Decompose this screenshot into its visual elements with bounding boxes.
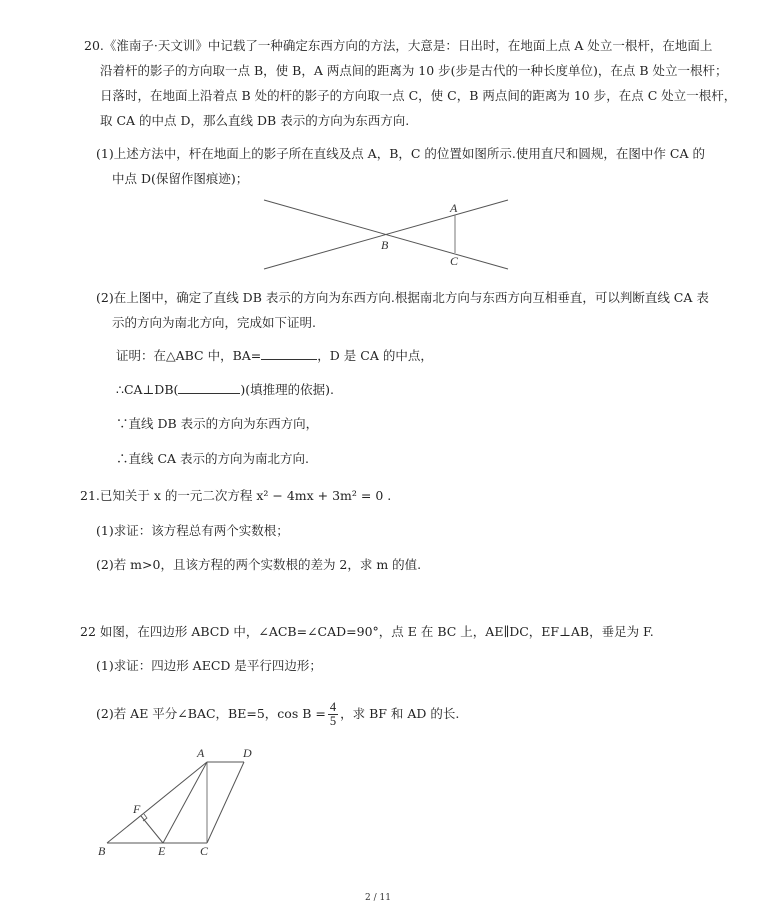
- figure-2-quadrilateral: [0, 740, 300, 870]
- blank-reason-input[interactable]: [178, 381, 240, 394]
- figure-1-shadow-lines: [0, 0, 775, 300]
- q20-part1-line-1: (1)上述方法中，杆在地面上的影子所在直线及点 A，B，C 的位置如图所示.使用直尺和圆规，在图中作 CA 的: [96, 146, 705, 161]
- label-b: B: [381, 238, 389, 252]
- q20-part1-line-2: 中点 D(保留作图痕迹)；: [112, 171, 249, 186]
- blank-ba-input[interactable]: [261, 347, 317, 360]
- q21-part2: (2)若 m>0，且该方程的两个实数根的差为 2，求 m 的值.: [96, 557, 422, 572]
- label-c: C: [200, 844, 209, 858]
- q22-part2: (2)若 AE 平分∠BAC，BE=5，cos B = $\frac{4}{5}$ ，求 BF 和 AD 的长.: [96, 700, 460, 728]
- fraction-four-fifths: $\frac{4}{5}$: [329, 700, 337, 728]
- segment-dc: [207, 762, 244, 843]
- q22-part1: (1)求证：四边形 AECD 是平行四边形；: [96, 658, 322, 673]
- q22-stem: 22 如图，在四边形 ABCD 中，∠ACB=∠CAD=90°，点 E 在 BC 上，AE∥DC，EF⊥AB，垂足为 F.: [80, 624, 654, 639]
- q21-stem: 21.已知关于 x 的一元二次方程 x² − 4mx + 3m² = 0 .: [80, 488, 392, 503]
- label-b: B: [98, 844, 106, 858]
- label-c: C: [450, 254, 459, 268]
- proof-line-4: ∴直线 CA 表示的方向为南北方向.: [116, 451, 310, 466]
- segment-ab: [107, 762, 207, 843]
- label-f: F: [133, 802, 141, 816]
- proof-line-1: 证明：在△ABC 中，BA= ，D 是 CA 的中点，: [116, 348, 433, 363]
- q20-stem-line-1: 20.《淮南子·天文训》中记载了一种确定东西方向的方法，大意是：日出时，在地面上点 A 处立一根杆，在地面上: [84, 38, 713, 53]
- label-d: D: [243, 746, 252, 760]
- segment-ae: [163, 762, 207, 843]
- q20-stem-line-2: 沿着杆的影子的方向取一点 B，使 B，A 两点间的距离为 10 步(步是古代的一种长度单位)，在点 B 处立一根杆；: [100, 63, 728, 78]
- label-a: A: [197, 746, 205, 760]
- proof-line-2: ∴CA⊥DB( )(填推理的依据).: [116, 382, 334, 397]
- q20-part2-line-2: 示的方向为南北方向，完成如下证明.: [112, 315, 316, 330]
- label-e: E: [158, 844, 166, 858]
- page-number: 2 / 11: [365, 893, 391, 903]
- proof-line-3: ∵直线 DB 表示的方向为东西方向，: [116, 416, 319, 431]
- q20-number: 20.: [84, 38, 104, 53]
- label-a: A: [450, 201, 458, 215]
- q20-part2-line-1: (2)在上图中，确定了直线 DB 表示的方向为东西方向.根据南北方向与东西方向互相垂直，可以判断直线 CA 表: [96, 290, 709, 305]
- q20-stem-line-4: 取 CA 的中点 D，那么直线 DB 表示的方向为东西方向.: [100, 113, 410, 128]
- q21-part1: (1)求证：该方程总有两个实数根；: [96, 523, 289, 538]
- q20-stem-line-3: 日落时，在地面上沿着点 B 处的杆的影子的方向取一点 C，使 C，B 两点间的距离为 10 步，在点 C 处立一根杆，: [100, 88, 737, 103]
